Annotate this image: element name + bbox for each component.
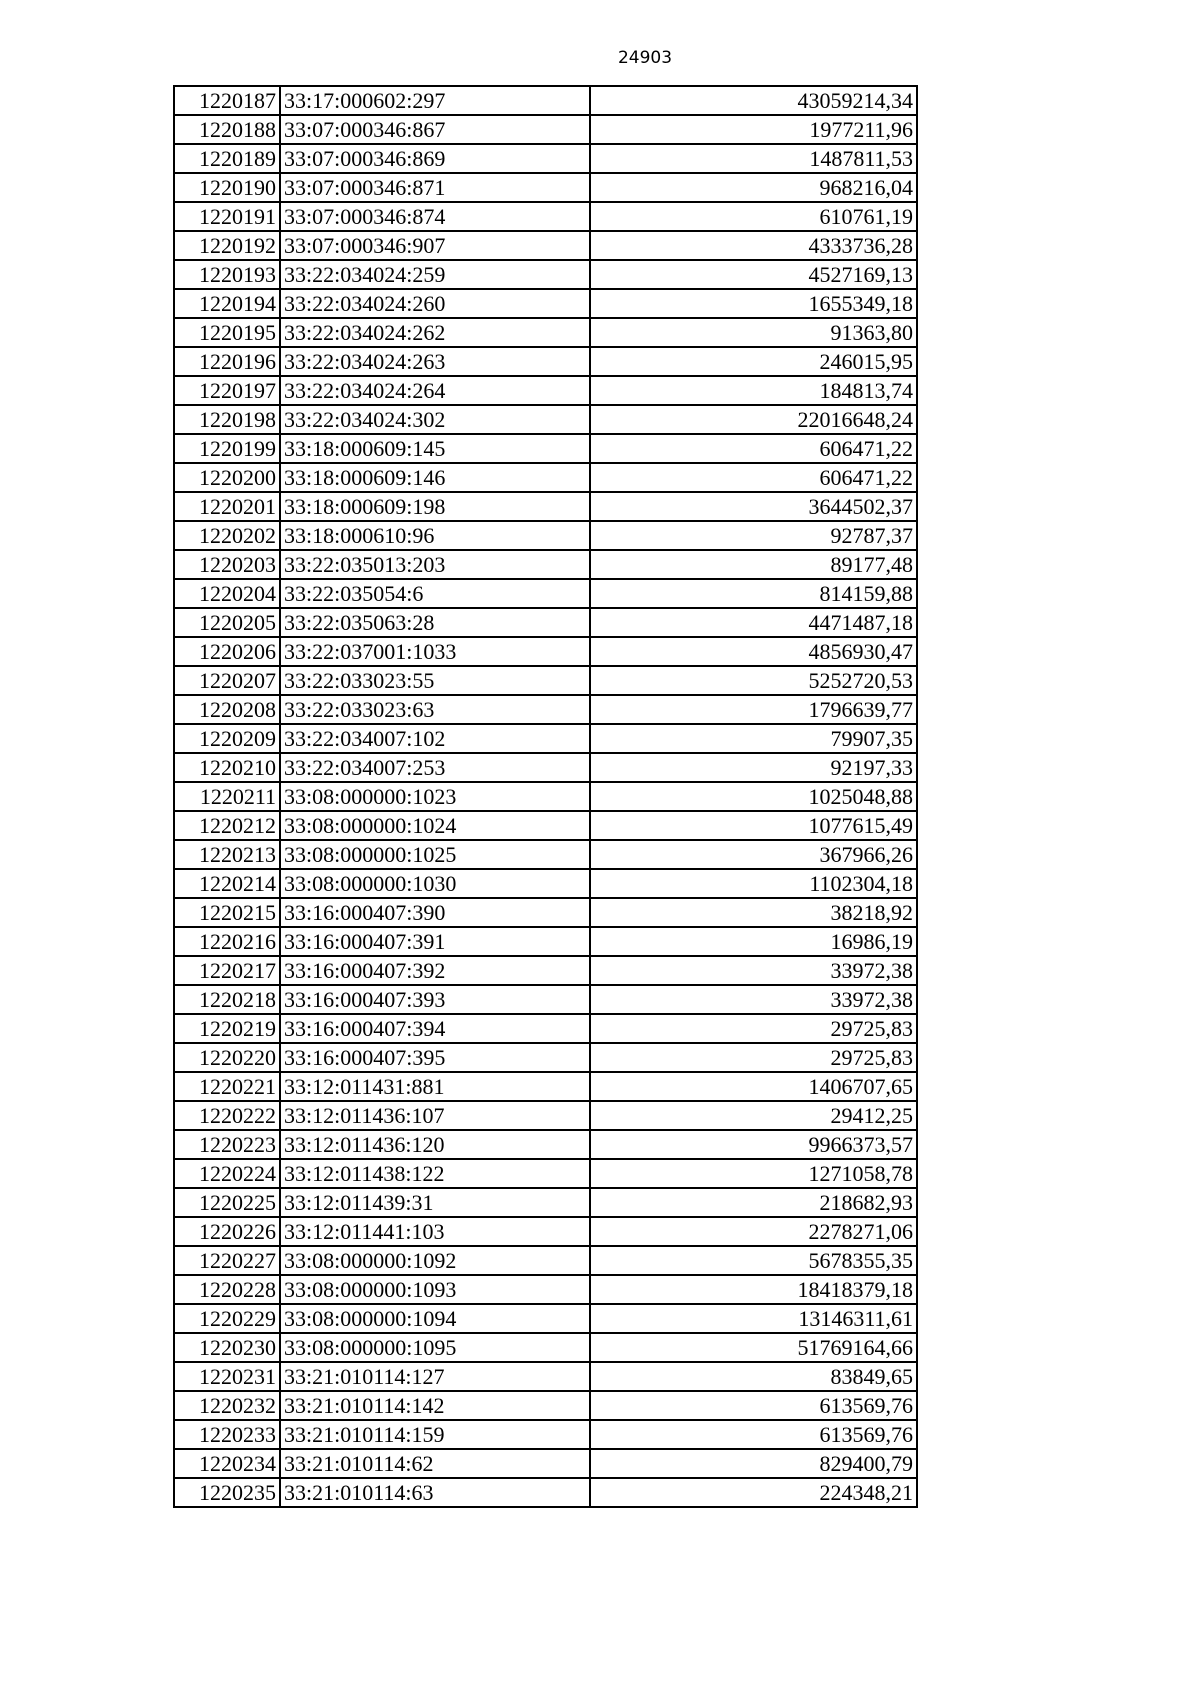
cadastral-number-cell: 33:18:000610:96 (280, 521, 590, 550)
table-row (174, 1217, 917, 1246)
row-id-cell: 1220196 (174, 347, 280, 376)
table-row (174, 695, 917, 724)
cadastral-number-cell: 33:18:000609:145 (280, 434, 590, 463)
cadastral-value-cell: 1977211,96 (590, 115, 917, 144)
table-row (174, 1333, 917, 1362)
row-id-cell: 1220205 (174, 608, 280, 637)
table-row (174, 260, 917, 289)
cadastral-number-cell: 33:12:011439:31 (280, 1188, 590, 1217)
row-id-cell: 1220222 (174, 1101, 280, 1130)
cadastral-number-cell: 33:22:034024:263 (280, 347, 590, 376)
row-id-cell: 1220204 (174, 579, 280, 608)
row-id-cell: 1220212 (174, 811, 280, 840)
cadastral-value-cell: 4471487,18 (590, 608, 917, 637)
cadastral-number-cell: 33:21:010114:127 (280, 1362, 590, 1391)
cadastral-value-cell: 29725,83 (590, 1014, 917, 1043)
cadastral-number-cell: 33:08:000000:1095 (280, 1333, 590, 1362)
table-row (174, 202, 917, 231)
row-id-cell: 1220187 (174, 86, 280, 115)
row-id-cell: 1220234 (174, 1449, 280, 1478)
row-id-cell: 1220206 (174, 637, 280, 666)
row-id-cell: 1220230 (174, 1333, 280, 1362)
row-id-cell: 1220190 (174, 173, 280, 202)
table-row (174, 1188, 917, 1217)
table-row (174, 86, 917, 115)
cadastral-value-cell: 38218,92 (590, 898, 917, 927)
cadastral-number-cell: 33:22:034024:262 (280, 318, 590, 347)
table-body (174, 86, 917, 1507)
cadastral-value-cell: 814159,88 (590, 579, 917, 608)
row-id-cell: 1220213 (174, 840, 280, 869)
cadastral-number-cell: 33:16:000407:392 (280, 956, 590, 985)
cadastral-number-cell: 33:16:000407:394 (280, 1014, 590, 1043)
cadastral-number-cell: 33:07:000346:869 (280, 144, 590, 173)
table-row (174, 1420, 917, 1449)
cadastral-value-cell: 829400,79 (590, 1449, 917, 1478)
cadastral-value-cell: 606471,22 (590, 434, 917, 463)
cadastral-value-cell: 1487811,53 (590, 144, 917, 173)
page-number: 24903 (617, 48, 673, 68)
table-row (174, 231, 917, 260)
table-row (174, 463, 917, 492)
table-row (174, 1246, 917, 1275)
table-row (174, 289, 917, 318)
cadastral-value-cell: 13146311,61 (590, 1304, 917, 1333)
table-row (174, 1101, 917, 1130)
cadastral-value-cell: 92197,33 (590, 753, 917, 782)
cadastral-value-cell: 1271058,78 (590, 1159, 917, 1188)
row-id-cell: 1220229 (174, 1304, 280, 1333)
table-row (174, 898, 917, 927)
cadastral-value-cell: 79907,35 (590, 724, 917, 753)
cadastral-number-cell: 33:22:034007:102 (280, 724, 590, 753)
cadastral-number-cell: 33:08:000000:1025 (280, 840, 590, 869)
cadastral-number-cell: 33:22:034007:253 (280, 753, 590, 782)
cadastral-number-cell: 33:16:000407:393 (280, 985, 590, 1014)
cadastral-value-cell: 1655349,18 (590, 289, 917, 318)
cadastral-value-cell: 29725,83 (590, 1043, 917, 1072)
table-row (174, 318, 917, 347)
table-row (174, 753, 917, 782)
cadastral-value-cell: 43059214,34 (590, 86, 917, 115)
cadastral-value-cell: 4856930,47 (590, 637, 917, 666)
row-id-cell: 1220235 (174, 1478, 280, 1507)
table-row (174, 956, 917, 985)
cadastral-value-cell: 9966373,57 (590, 1130, 917, 1159)
row-id-cell: 1220207 (174, 666, 280, 695)
cadastral-number-cell: 33:07:000346:907 (280, 231, 590, 260)
table-row (174, 173, 917, 202)
table-row (174, 405, 917, 434)
table-row (174, 724, 917, 753)
table-row (174, 869, 917, 898)
table-row (174, 1391, 917, 1420)
row-id-cell: 1220226 (174, 1217, 280, 1246)
row-id-cell: 1220191 (174, 202, 280, 231)
table-row (174, 1304, 917, 1333)
table-row (174, 376, 917, 405)
cadastral-number-cell: 33:21:010114:142 (280, 1391, 590, 1420)
row-id-cell: 1220215 (174, 898, 280, 927)
table-row (174, 1159, 917, 1188)
row-id-cell: 1220197 (174, 376, 280, 405)
row-id-cell: 1220228 (174, 1275, 280, 1304)
row-id-cell: 1220214 (174, 869, 280, 898)
cadastral-number-cell: 33:21:010114:159 (280, 1420, 590, 1449)
cadastral-number-cell: 33:22:035063:28 (280, 608, 590, 637)
cadastral-number-cell: 33:22:034024:259 (280, 260, 590, 289)
cadastral-value-cell: 4527169,13 (590, 260, 917, 289)
table-row (174, 115, 917, 144)
row-id-cell: 1220201 (174, 492, 280, 521)
cadastral-number-cell: 33:12:011436:107 (280, 1101, 590, 1130)
table-row (174, 1072, 917, 1101)
table-row (174, 550, 917, 579)
cadastral-value-cell: 4333736,28 (590, 231, 917, 260)
row-id-cell: 1220194 (174, 289, 280, 318)
table-row (174, 608, 917, 637)
cadastral-number-cell: 33:21:010114:62 (280, 1449, 590, 1478)
table-row (174, 1478, 917, 1507)
cadastral-number-cell: 33:08:000000:1023 (280, 782, 590, 811)
table-row (174, 1014, 917, 1043)
cadastral-number-cell: 33:12:011441:103 (280, 1217, 590, 1246)
cadastral-number-cell: 33:22:033023:55 (280, 666, 590, 695)
cadastral-number-cell: 33:08:000000:1093 (280, 1275, 590, 1304)
cadastral-value-cell: 18418379,18 (590, 1275, 917, 1304)
row-id-cell: 1220200 (174, 463, 280, 492)
cadastral-value-cell: 22016648,24 (590, 405, 917, 434)
cadastral-number-cell: 33:18:000609:146 (280, 463, 590, 492)
cadastral-number-cell: 33:07:000346:867 (280, 115, 590, 144)
row-id-cell: 1220221 (174, 1072, 280, 1101)
row-id-cell: 1220195 (174, 318, 280, 347)
cadastral-value-cell: 613569,76 (590, 1420, 917, 1449)
row-id-cell: 1220210 (174, 753, 280, 782)
cadastral-value-cell: 184813,74 (590, 376, 917, 405)
cadastral-number-cell: 33:22:035054:6 (280, 579, 590, 608)
cadastral-number-cell: 33:16:000407:391 (280, 927, 590, 956)
table-row (174, 666, 917, 695)
row-id-cell: 1220217 (174, 956, 280, 985)
cadastral-number-cell: 33:08:000000:1094 (280, 1304, 590, 1333)
cadastral-number-cell: 33:22:034024:264 (280, 376, 590, 405)
cadastral-number-cell: 33:08:000000:1024 (280, 811, 590, 840)
cadastral-value-cell: 1796639,77 (590, 695, 917, 724)
cadastral-value-table (173, 85, 918, 1508)
cadastral-value-cell: 5252720,53 (590, 666, 917, 695)
table-row (174, 434, 917, 463)
table-row (174, 1130, 917, 1159)
cadastral-value-cell: 367966,26 (590, 840, 917, 869)
row-id-cell: 1220202 (174, 521, 280, 550)
cadastral-value-cell: 1025048,88 (590, 782, 917, 811)
table-row (174, 1362, 917, 1391)
table-row (174, 840, 917, 869)
row-id-cell: 1220232 (174, 1391, 280, 1420)
cadastral-value-cell: 51769164,66 (590, 1333, 917, 1362)
table-row (174, 637, 917, 666)
cadastral-number-cell: 33:22:035013:203 (280, 550, 590, 579)
row-id-cell: 1220188 (174, 115, 280, 144)
cadastral-value-cell: 16986,19 (590, 927, 917, 956)
row-id-cell: 1220211 (174, 782, 280, 811)
row-id-cell: 1220233 (174, 1420, 280, 1449)
row-id-cell: 1220189 (174, 144, 280, 173)
cadastral-value-cell: 29412,25 (590, 1101, 917, 1130)
row-id-cell: 1220223 (174, 1130, 280, 1159)
row-id-cell: 1220219 (174, 1014, 280, 1043)
row-id-cell: 1220216 (174, 927, 280, 956)
cadastral-number-cell: 33:12:011436:120 (280, 1130, 590, 1159)
row-id-cell: 1220227 (174, 1246, 280, 1275)
cadastral-value-cell: 89177,48 (590, 550, 917, 579)
cadastral-value-cell: 246015,95 (590, 347, 917, 376)
cadastral-number-cell: 33:08:000000:1030 (280, 869, 590, 898)
cadastral-number-cell: 33:16:000407:395 (280, 1043, 590, 1072)
table-row (174, 521, 917, 550)
cadastral-value-cell: 1077615,49 (590, 811, 917, 840)
row-id-cell: 1220203 (174, 550, 280, 579)
cadastral-number-cell: 33:22:034024:260 (280, 289, 590, 318)
cadastral-value-cell: 1406707,65 (590, 1072, 917, 1101)
cadastral-value-cell: 2278271,06 (590, 1217, 917, 1246)
cadastral-value-cell: 224348,21 (590, 1478, 917, 1507)
table-row (174, 1275, 917, 1304)
row-id-cell: 1220220 (174, 1043, 280, 1072)
table-row (174, 985, 917, 1014)
row-id-cell: 1220208 (174, 695, 280, 724)
cadastral-value-cell: 1102304,18 (590, 869, 917, 898)
cadastral-value-cell: 218682,93 (590, 1188, 917, 1217)
table-row (174, 579, 917, 608)
cadastral-value-cell: 610761,19 (590, 202, 917, 231)
table-row (174, 1043, 917, 1072)
cadastral-number-cell: 33:08:000000:1092 (280, 1246, 590, 1275)
table-row (174, 144, 917, 173)
table-row (174, 811, 917, 840)
cadastral-number-cell: 33:17:000602:297 (280, 86, 590, 115)
cadastral-value-cell: 91363,80 (590, 318, 917, 347)
cadastral-number-cell: 33:22:037001:1033 (280, 637, 590, 666)
cadastral-value-cell: 613569,76 (590, 1391, 917, 1420)
row-id-cell: 1220231 (174, 1362, 280, 1391)
table-row (174, 347, 917, 376)
cadastral-value-cell: 33972,38 (590, 985, 917, 1014)
cadastral-number-cell: 33:12:011438:122 (280, 1159, 590, 1188)
row-id-cell: 1220218 (174, 985, 280, 1014)
cadastral-value-cell: 3644502,37 (590, 492, 917, 521)
cadastral-number-cell: 33:21:010114:63 (280, 1478, 590, 1507)
cadastral-number-cell: 33:22:033023:63 (280, 695, 590, 724)
cadastral-number-cell: 33:18:000609:198 (280, 492, 590, 521)
row-id-cell: 1220192 (174, 231, 280, 260)
cadastral-number-cell: 33:12:011431:881 (280, 1072, 590, 1101)
table-row (174, 1449, 917, 1478)
row-id-cell: 1220198 (174, 405, 280, 434)
row-id-cell: 1220225 (174, 1188, 280, 1217)
cadastral-value-cell: 968216,04 (590, 173, 917, 202)
cadastral-number-cell: 33:22:034024:302 (280, 405, 590, 434)
cadastral-number-cell: 33:07:000346:871 (280, 173, 590, 202)
row-id-cell: 1220193 (174, 260, 280, 289)
table-row (174, 492, 917, 521)
table-row (174, 782, 917, 811)
cadastral-number-cell: 33:16:000407:390 (280, 898, 590, 927)
cadastral-value-cell: 606471,22 (590, 463, 917, 492)
row-id-cell: 1220209 (174, 724, 280, 753)
table-row (174, 927, 917, 956)
cadastral-value-cell: 92787,37 (590, 521, 917, 550)
cadastral-value-cell: 33972,38 (590, 956, 917, 985)
row-id-cell: 1220199 (174, 434, 280, 463)
cadastral-value-cell: 5678355,35 (590, 1246, 917, 1275)
cadastral-number-cell: 33:07:000346:874 (280, 202, 590, 231)
row-id-cell: 1220224 (174, 1159, 280, 1188)
cadastral-value-cell: 83849,65 (590, 1362, 917, 1391)
